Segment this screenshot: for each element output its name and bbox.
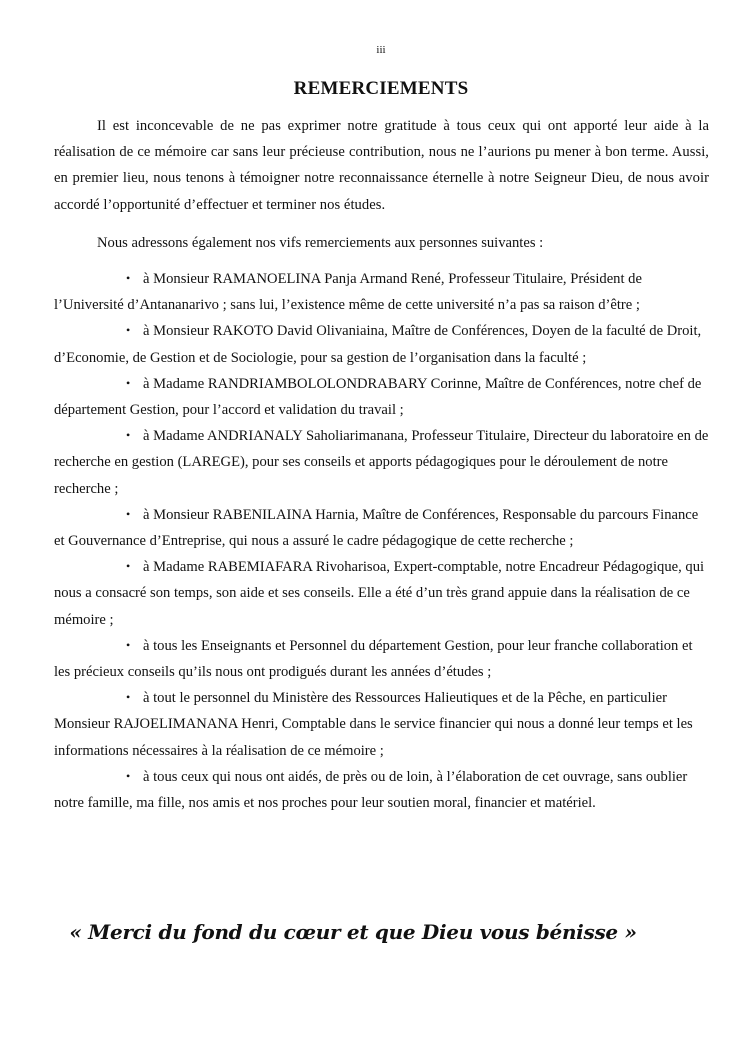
list-item xyxy=(54,318,709,370)
list-item-text: à Monsieur RAKOTO David Olivaniaina, Maître de Conférences, Doyen de la faculté de Droit, d’Economie, de Gestion et de Sociologie, pour sa gestion de l’organisation dans la faculté ; xyxy=(54,323,702,366)
bullet-icon: • xyxy=(126,690,131,705)
list-item-text: à Madame ANDRIANALY Saholiarimanana, Professeur Titulaire, Directeur du laboratoire en de recherche en gestion (LAREGE), pour ses conseils et apports pédagogiques pour le déroulement de notre recherche ; xyxy=(54,428,709,497)
bullet-icon: • xyxy=(126,375,131,390)
bullet-icon: • xyxy=(126,637,131,652)
list-item xyxy=(54,633,709,685)
list-item xyxy=(54,764,709,816)
list-item-text: à tout le personnel du Ministère des Ressources Halieutiques et de la Pêche, en particulier Monsieur RAJOELIMANANA Henri, Comptable dans le service financier qui nous a donné leur temps et les informations nécessaires à la réalisation de ce mémoire ; xyxy=(54,690,693,759)
intro-paragraph: Il est inconcevable de ne pas exprimer notre gratitude à tous ceux qui ont apporté leur aide à la réalisation de ce mémoire car sans leur précieuse contribution, nous ne l’aurions pu mener à bon terme. Aussi, en premier lieu, nous tenons à témoigner notre reconnaissance éternelle à notre Seigneur Dieu, de nous avoir accordé l’opportunité d’effectuer et terminer nos études. xyxy=(54,118,709,213)
list-item xyxy=(54,554,709,633)
bullet-icon: • xyxy=(126,428,131,443)
document-body xyxy=(54,113,709,816)
thanks-intro-paragraph: Nous adressons également nos vifs remerciements aux personnes suivantes : xyxy=(97,234,544,251)
acknowledgement-list xyxy=(54,266,709,816)
bullet-icon: • xyxy=(126,506,131,521)
list-item-text: à Monsieur RABENILAINA Harnia, Maître de Conférences, Responsable du parcours Finance et Gouvernance d’Entreprise, qui nous a assuré le cadre pédagogique de cette recherche ; xyxy=(54,506,699,550)
list-item-text: à Monsieur RAMANOELINA Panja Armand René, Professeur Titulaire, Président de l’Université d’Antananarivo ; sans lui, l’existence même de cette université n’a pas sa raison d’être ; xyxy=(54,271,642,314)
list-item-text: à tous ceux qui nous ont aidés, de près ou de loin, à l’élaboration de cet ouvrage, sans oublier notre famille, ma fille, nos amis et nos proches pour leur soutien moral, financier et matériel. xyxy=(54,768,688,812)
closing-blessing: « Merci du fond du cœur et que Dieu vous bénisse » xyxy=(69,920,637,944)
page-title: REMERCIEMENTS xyxy=(293,78,469,99)
bullet-icon: • xyxy=(126,323,131,338)
list-item xyxy=(54,685,709,764)
bullet-icon: • xyxy=(126,559,131,574)
list-item-text: à tous les Enseignants et Personnel du département Gestion, pour leur franche collaboration et les précieux conseils qu’ils nous ont prodigués durant les années d’études ; xyxy=(54,637,693,681)
bullet-icon: • xyxy=(126,768,131,783)
list-item-text: à Madame RABEMIAFARA Rivoharisoa, Expert-comptable, notre Encadreur Pédagogique, qui nous a consacré son temps, son aide et ses conseils. Elle a été d’un très grand appuie dans la réalisation de ce mémoire ; xyxy=(54,559,705,628)
list-item xyxy=(54,371,709,423)
list-item-text: à Madame RANDRIAMBOLOLONDRABARY Corinne, Maître de Conférences, notre chef de département Gestion, pour l’accord et validation du travail ; xyxy=(54,375,702,419)
page-number: iii xyxy=(376,44,386,56)
bullet-icon: • xyxy=(126,271,131,286)
list-item xyxy=(54,423,709,502)
list-item xyxy=(54,266,709,318)
list-item xyxy=(54,502,709,554)
